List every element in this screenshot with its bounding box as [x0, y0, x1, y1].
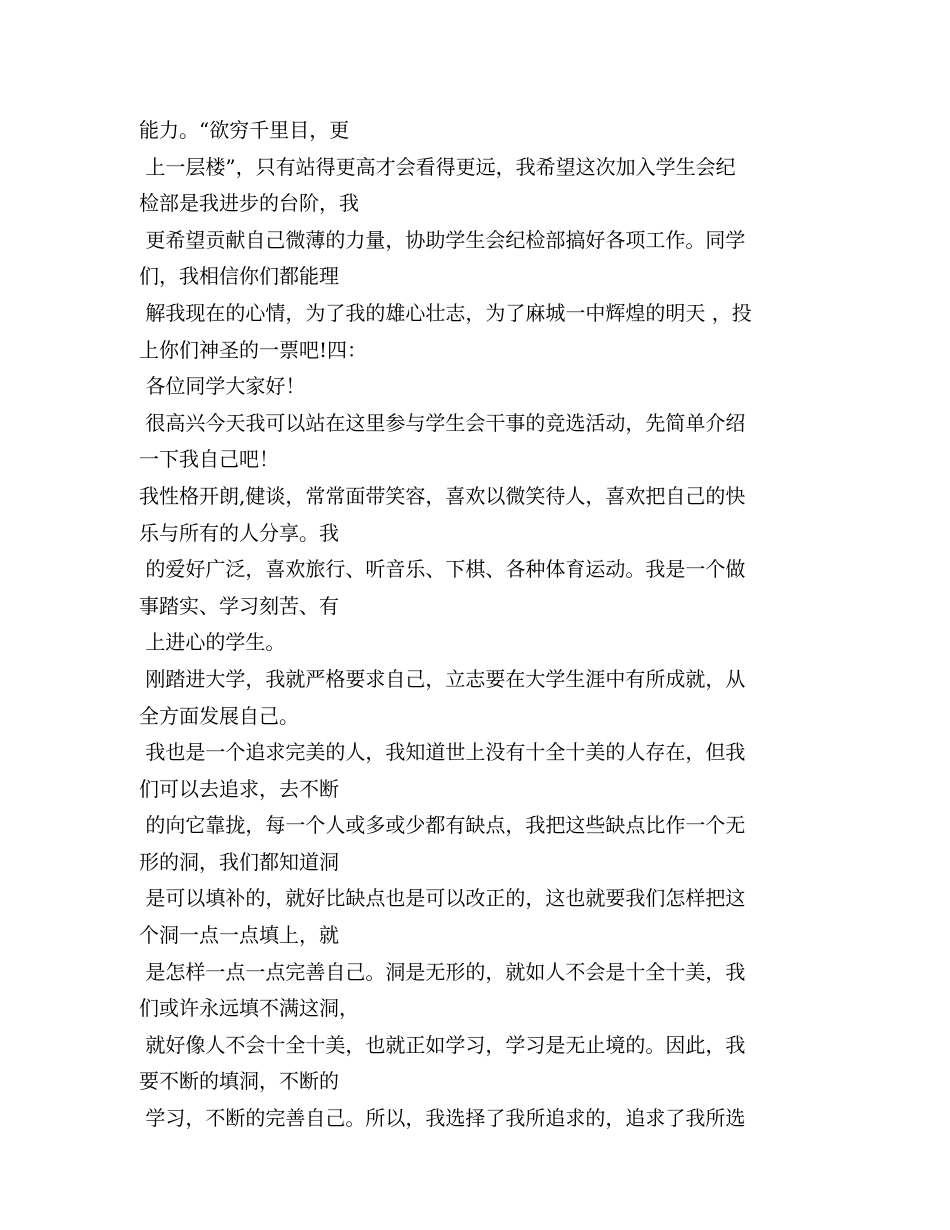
text-line: 的爱好广泛，喜欢旅行、听音乐、下棋、各种体育运动。我是一个做: [139, 557, 746, 582]
text-line: 我性格开朗,健谈，常常面带笑容，喜欢以微笑待人，喜欢把自己的快: [139, 483, 746, 508]
text-line: 们，我相信你们都能理: [139, 264, 339, 289]
text-line: 更希望贡献自己微薄的力量，协助学生会纪检部搞好各项工作。同学: [139, 227, 746, 252]
text-line: 检部是我进步的台阶，我: [139, 191, 359, 216]
text-line: 刚踏进大学，我就严格要求自己，立志要在大学生涯中有所成就，从: [139, 666, 746, 691]
text-line: 们或许永远填不满这洞，: [139, 996, 359, 1021]
text-line: 各位同学大家好！: [139, 374, 306, 399]
text-line: 上一层楼”，只有站得更高才会看得更远，我希望这次加入学生会纪: [139, 154, 736, 179]
text-line: 上你们神圣的一票吧!四：: [139, 337, 368, 362]
text-line: 是可以填补的，就好比缺点也是可以改正的，这也就要我们怎样把这: [139, 886, 746, 911]
text-line: 能力。“欲穷千里目，更: [139, 118, 350, 142]
text-line: 一下我自己吧！: [139, 447, 279, 472]
text-line: 解我现在的心情，为了我的雄心壮志，为了麻城一中辉煌的明天 ，投: [139, 300, 752, 325]
text-line: 就好像人不会十全十美，也就正如学习，学习是无止境的。因此，我: [139, 1032, 746, 1057]
text-line: 很高兴今天我可以站在这里参与学生会干事的竞选活动，先简单介绍: [139, 410, 746, 435]
text-line: 学习，不断的完善自己。所以，我选择了我所追求的，追求了我所选: [139, 1106, 746, 1131]
text-line: 要不断的填洞，不断的: [139, 1069, 339, 1094]
document-body: [139, 112, 819, 1137]
text-line: 的向它靠拢，每一个人或多或少都有缺点，我把这些缺点比作一个无: [139, 813, 746, 838]
text-line: 个洞一点一点填上，就: [139, 923, 339, 948]
text-line: 事踏实、学习刻苦、有: [139, 593, 339, 618]
text-line: 全方面发展自己。: [139, 703, 299, 728]
text-line: 们可以去追求，去不断: [139, 776, 339, 801]
text-line: 我也是一个追求完美的人，我知道世上没有十全十美的人存在，但我: [139, 740, 746, 765]
text-line: 形的洞，我们都知道洞: [139, 849, 339, 874]
text-line: 是怎样一点一点完善自己。洞是无形的，就如人不会是十全十美，我: [139, 959, 746, 984]
text-line: 乐与所有的人分享。我: [139, 520, 339, 545]
text-line: 上进心的学生。: [139, 630, 286, 655]
